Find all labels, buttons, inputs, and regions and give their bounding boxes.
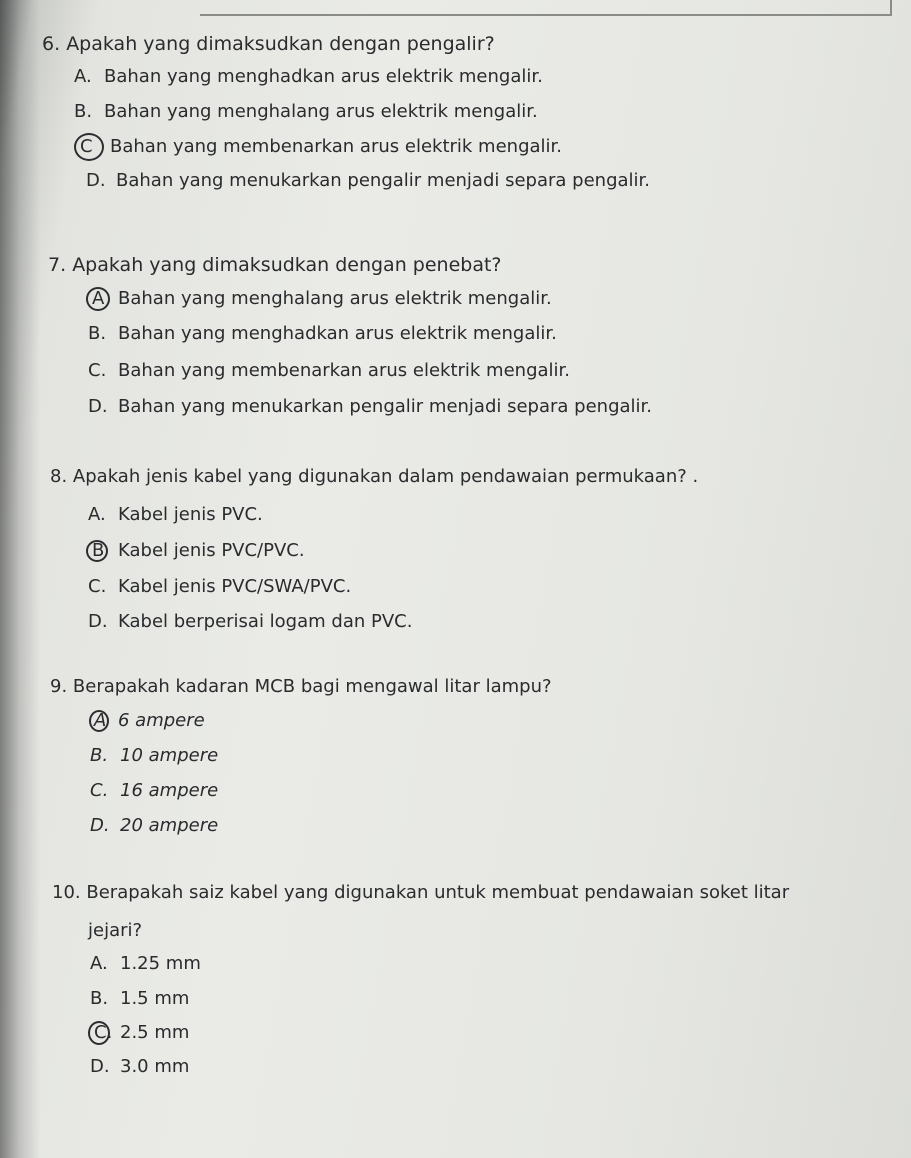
question-number: 10. <box>52 882 81 903</box>
question-text: Berapakah saiz kabel yang digunakan untuk membuat pendawaian soket litar <box>86 882 790 903</box>
option-8d: D. Kabel berperisai logam dan PVC. <box>88 611 413 632</box>
question-number: 9. <box>50 676 68 697</box>
question-text: Apakah yang dimaksudkan dengan pengalir? <box>66 33 495 55</box>
option-7c: C. Bahan yang membenarkan arus elektrik mengalir. <box>88 360 570 381</box>
option-9d: D. 20 ampere <box>90 815 219 836</box>
question-number: 8. <box>50 466 68 487</box>
option-7a: A Bahan yang menghalang arus elektrik mengalir. <box>92 288 552 309</box>
option-6d: D. Bahan yang menukarkan pengalir menjadi separa pengalir. <box>86 170 650 191</box>
question-text: Apakah yang dimaksudkan dengan penebat? <box>72 254 502 276</box>
option-6b: B. Bahan yang menghalang arus elektrik mengalir. <box>74 101 538 122</box>
option-10c: C. 2.5 mm <box>94 1022 189 1043</box>
question-10 <box>52 882 789 903</box>
answer-circle <box>86 540 108 562</box>
question-9 <box>50 676 552 697</box>
option-10a: A. 1.25 mm <box>90 953 201 974</box>
question-7 <box>48 254 502 276</box>
question-10-line2: jejari? <box>88 920 143 941</box>
answer-circle <box>86 287 110 311</box>
option-9a: A 6 ampere <box>94 710 205 731</box>
option-8a: A. Kabel jenis PVC. <box>88 504 263 525</box>
answer-circle <box>88 1021 110 1045</box>
option-7d: D. Bahan yang menukarkan pengalir menjadi separa pengalir. <box>88 396 652 417</box>
option-8c: C. Kabel jenis PVC/SWA/PVC. <box>88 576 352 597</box>
option-7b: B. Bahan yang menghadkan arus elektrik mengalir. <box>88 323 557 344</box>
option-9c: C. 16 ampere <box>90 780 219 801</box>
answer-circle <box>89 710 109 732</box>
option-10b: B. 1.5 mm <box>90 988 190 1009</box>
option-6c: C Bahan yang membenarkan arus elektrik mengalir. <box>80 136 562 157</box>
question-text: Berapakah kadaran MCB bagi mengawal litar lampu? <box>72 676 552 697</box>
option-9b: B. 10 ampere <box>90 745 219 766</box>
question-text: Apakah jenis kabel yang digunakan dalam pendawaian permukaan? . <box>72 466 699 487</box>
question-8 <box>50 466 698 487</box>
question-6 <box>42 33 495 55</box>
option-6a: A. Bahan yang menghadkan arus elektrik mengalir. <box>74 66 543 87</box>
option-10d: D. 3.0 mm <box>90 1056 190 1077</box>
answer-circle <box>74 133 104 161</box>
question-number: 6. <box>42 33 61 55</box>
option-8b: B Kabel jenis PVC/PVC. <box>92 540 305 561</box>
question-number: 7. <box>48 254 67 276</box>
